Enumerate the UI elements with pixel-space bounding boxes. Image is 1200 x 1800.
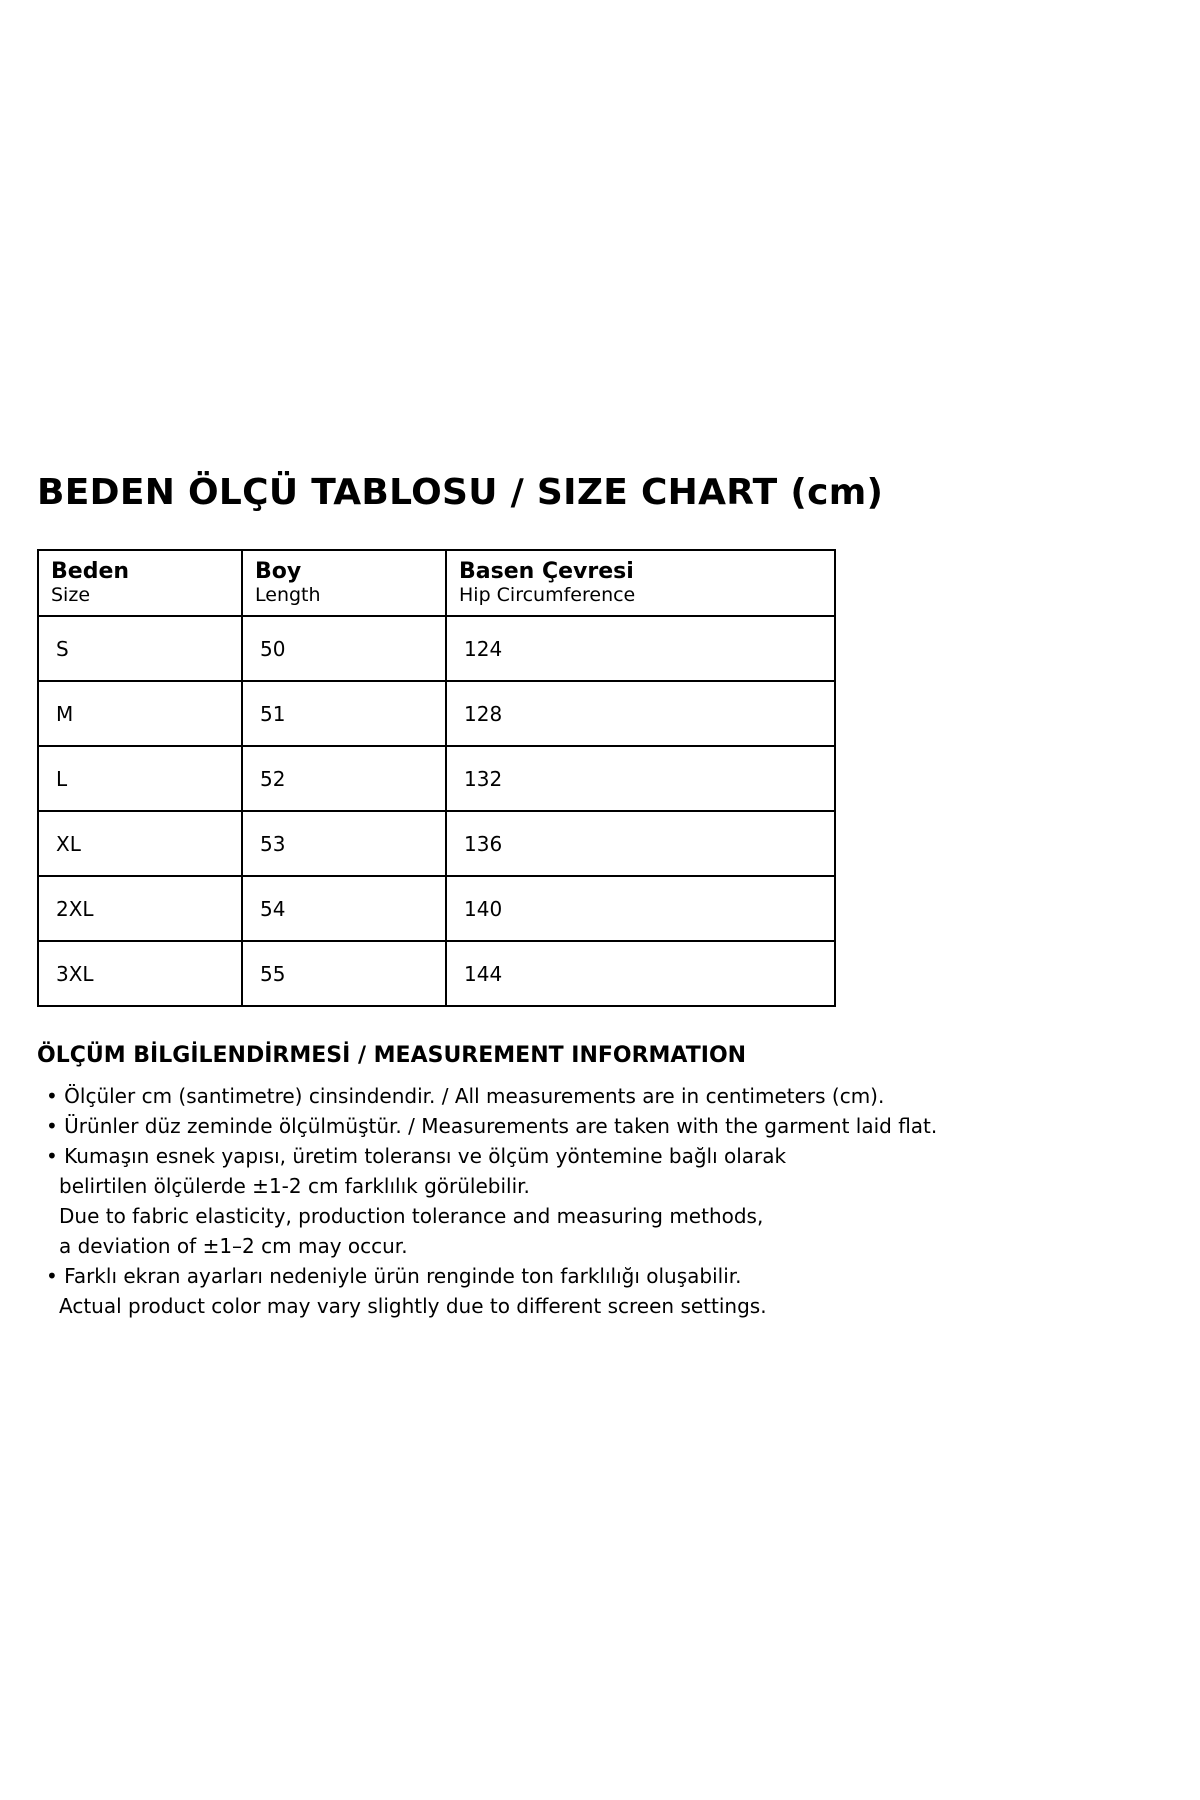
header-hip xyxy=(446,550,835,616)
cell-length: 50 xyxy=(242,616,446,681)
info-line: • Farklı ekran ayarları nedeniyle ürün renginde ton farklılığı oluşabilir. xyxy=(46,1264,742,1288)
info-line: Due to fabric elasticity, production tolerance and measuring methods, xyxy=(59,1204,764,1228)
header-size xyxy=(38,550,242,616)
header-length-label: Boy xyxy=(255,559,302,584)
cell-hip: 132 xyxy=(446,746,835,811)
cell-length: 53 xyxy=(242,811,446,876)
table-row xyxy=(38,811,835,876)
info-item xyxy=(46,1081,937,1111)
header-size-sublabel: Size xyxy=(51,584,91,606)
cell-length: 54 xyxy=(242,876,446,941)
info-line: belirtilen ölçülerde ±1-2 cm farklılık görülebilir. xyxy=(59,1174,530,1198)
info-line: • Kumaşın esnek yapısı, üretim toleransı ve ölçüm yöntemine bağlı olarak xyxy=(46,1144,787,1168)
cell-size: XL xyxy=(38,811,242,876)
table-row xyxy=(38,616,835,681)
info-line: • Ürünler düz zeminde ölçülmüştür. / Measurements are taken with the garment laid flat. xyxy=(46,1114,938,1138)
header-length xyxy=(242,550,446,616)
header-size-label: Beden xyxy=(51,559,130,584)
info-list xyxy=(46,1081,937,1321)
info-title: ÖLÇÜM BİLGİLENDİRMESİ / MEASUREMENT INFORMATION xyxy=(37,1043,747,1068)
cell-size: L xyxy=(38,746,242,811)
cell-length: 51 xyxy=(242,681,446,746)
info-line: • Ölçüler cm (santimetre) cinsindendir. / All measurements are in centimeters (cm). xyxy=(46,1084,885,1108)
cell-hip: 124 xyxy=(446,616,835,681)
cell-hip: 144 xyxy=(446,941,835,1006)
table-header-row xyxy=(38,550,835,616)
cell-hip: 140 xyxy=(446,876,835,941)
size-chart-table xyxy=(37,549,836,1007)
info-line: Actual product color may vary slightly due to different screen settings. xyxy=(59,1294,767,1318)
header-hip-sublabel: Hip Circumference xyxy=(459,584,636,606)
table-row xyxy=(38,876,835,941)
table-body xyxy=(38,616,835,1006)
info-item xyxy=(46,1141,937,1261)
cell-hip: 128 xyxy=(446,681,835,746)
table-row xyxy=(38,681,835,746)
table-row xyxy=(38,746,835,811)
info-line: a deviation of ±1–2 cm may occur. xyxy=(59,1234,408,1258)
cell-size: 3XL xyxy=(38,941,242,1006)
cell-size: 2XL xyxy=(38,876,242,941)
table-row xyxy=(38,941,835,1006)
cell-size: M xyxy=(38,681,242,746)
info-item xyxy=(46,1261,937,1321)
header-hip-label: Basen Çevresi xyxy=(459,559,634,584)
cell-hip: 136 xyxy=(446,811,835,876)
info-item xyxy=(46,1111,937,1141)
cell-length: 55 xyxy=(242,941,446,1006)
cell-length: 52 xyxy=(242,746,446,811)
header-length-sublabel: Length xyxy=(255,584,321,606)
cell-size: S xyxy=(38,616,242,681)
page-title: BEDEN ÖLÇÜ TABLOSU / SIZE CHART (cm) xyxy=(37,472,884,513)
